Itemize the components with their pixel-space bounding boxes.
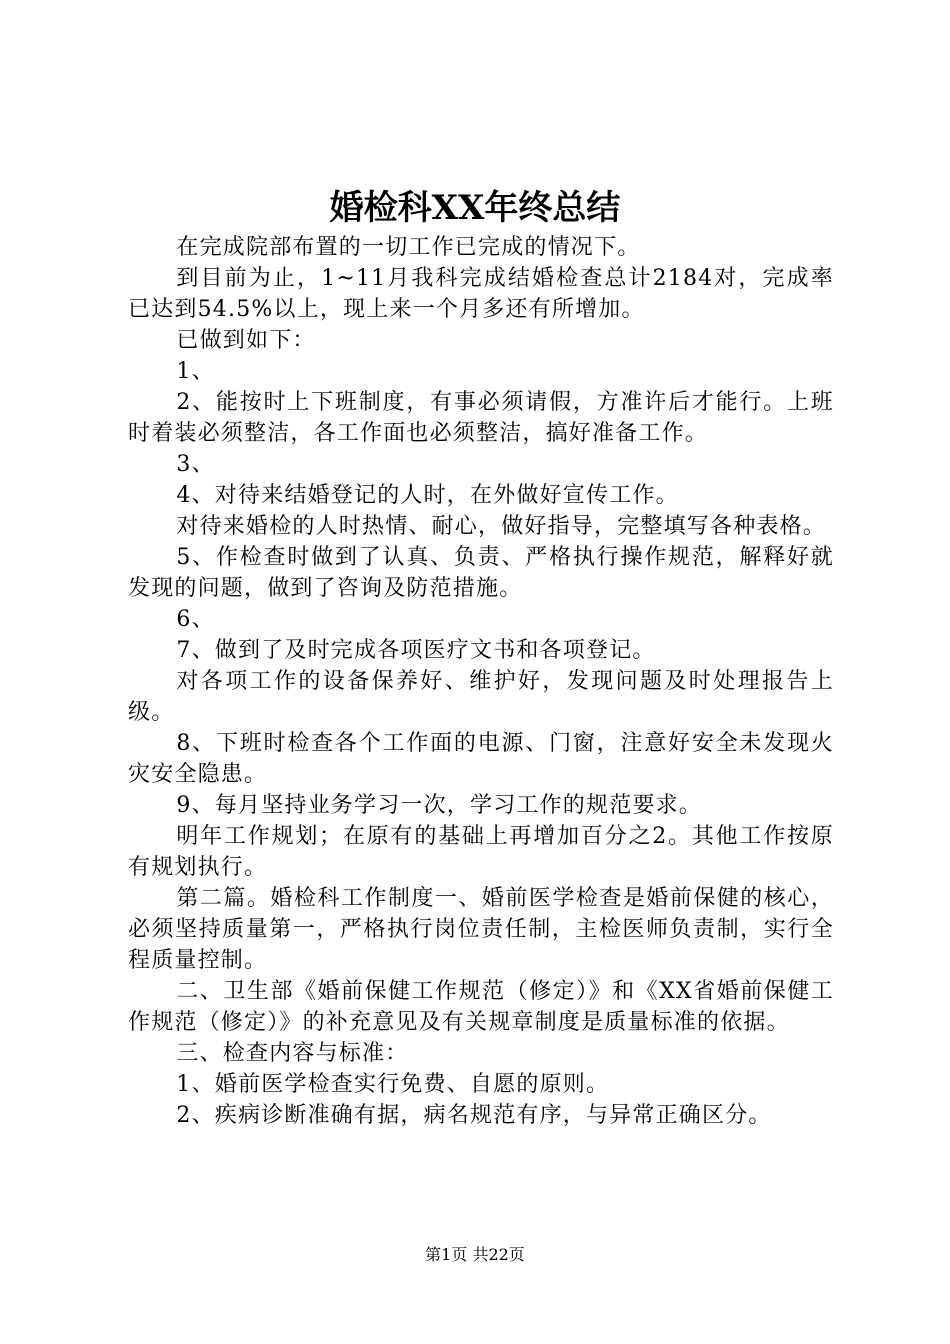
document-title: 婚检科XX年终总结 [329,188,621,228]
paragraph: 2、能按时上下班制度，有事必须请假，方准许后才能行。上班时着装必须整洁，各工作面也必须整洁，搞好准备工作。 [128,390,834,446]
paragraph: 第二篇。婚检科工作制度一、婚前医学检查是婚前保健的核心，必须坚持质量第一，严格执行岗位责任制，主检医师负责制，实行全程质量控制。 [128,886,834,973]
paragraph: 已做到如下： [176,328,316,353]
paragraph: 对各项工作的设备保养好、维护好，发现问题及时处理报告上级。 [128,669,834,725]
paragraph: 3、 [176,452,215,477]
paragraph: 对待来婚检的人时热情、耐心，做好指导，完整填写各种表格。 [176,514,826,539]
paragraph: 9、每月坚持业务学习一次，学习工作的规范要求。 [176,793,702,818]
page-footer: 第1页 共22页 [425,1245,525,1264]
paragraph: 明年工作规划；在原有的基础上再增加百分之2。其他工作按原有规划执行。 [128,824,834,880]
paragraph: 8、下班时检查各个工作面的电源、门窗，注意好安全未发现火灾安全隐患。 [128,731,834,787]
paragraph: 在完成院部布置的一切工作已完成的情况下。 [176,235,641,260]
paragraph: 到目前为止，1~11月我科完成结婚检查总计2184对，完成率已达到54.5%以上，现上来一个月多还有所增加。 [128,266,834,322]
paragraph: 2、疾病诊断准确有据，病名规范有序，与异常正确区分。 [176,1103,772,1128]
paragraph: 三、检查内容与标准： [176,1041,409,1066]
paragraph: 二、卫生部《婚前保健工作规范（修定）》和《XX省婚前保健工作规范（修定）》的补充意见及有关规章制度是质量标准的依据。 [128,979,834,1035]
paragraph: 1、 [176,359,215,384]
paragraph: 6、 [176,607,215,632]
paragraph: 4、对待来结婚登记的人时，在外做好宣传工作。 [176,483,679,508]
paragraph: 1、婚前医学检查实行免费、自愿的原则。 [176,1072,610,1097]
paragraph: 5、作检查时做到了认真、负责、严格执行操作规范，解释好就发现的问题，做到了咨询及防范措施。 [128,545,834,601]
paragraph: 7、做到了及时完成各项医疗文书和各项登记。 [176,638,656,663]
document-body [128,232,834,1131]
